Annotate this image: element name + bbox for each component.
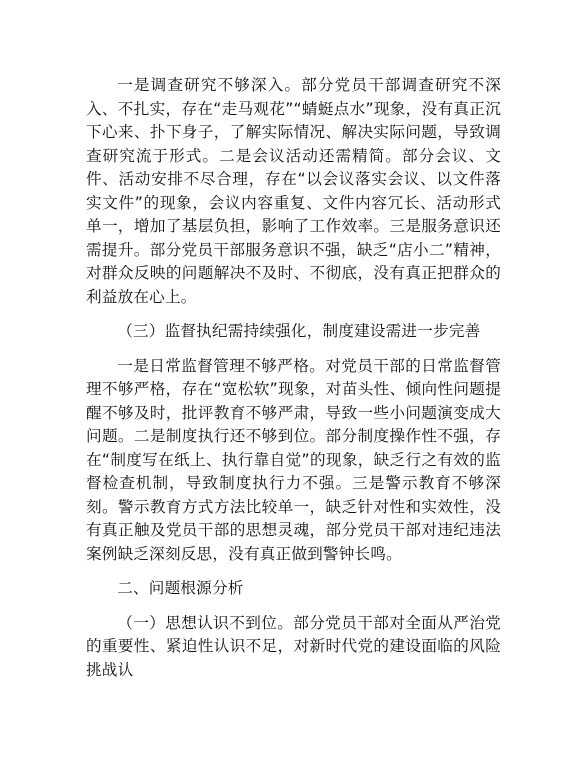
paragraph-ideological-awareness: （一）思想认识不到位。部分党员干部对全面从严治党的重要性、紧迫性认识不足，对新时代党的建设面临的风险挑战认 (86, 613, 501, 679)
paragraph-supervision-system-education: 一是日常监督管理不够严格。对党员干部的日常监督管理不够严格，存在“宽松软”现象，对苗头性、倾向性问题提醒不够及时，批评教育不够严肃，导致一些小问题演变成大问题。二是制度执行还不够到位。部分制度操作性不强，存在“制度写在纸上、执行靠自觉”的现象，缺乏行之有效的监督检查机制，导致制度执行力不强。三是警示教育不够深刻。警示教育方式方法比较单一，缺乏针对性和实效性，没有真正触及党员干部的思想灵魂，部分党员干部对违纪违法案例缺乏深刻反思，没有真正做到警钟长鸣。 (86, 356, 501, 563)
section-heading-supervision: （三）监督执纪需持续强化，制度建设需进一步完善 (117, 322, 481, 340)
section-heading-root-cause-analysis: 二、问题根源分析 (117, 579, 244, 597)
document-body (86, 74, 501, 682)
paragraph-research-meetings-service: 一是调查研究不够深入。部分党员干部调查研究不深入、不扎实，存在“走马观花”“蜻蜓点水”现象，没有真正沉下心来、扑下身子，了解实际情况、解决实际问题，导致调查研究流于形式。二是会议活动还需精简。部分会议、文件、活动安排不尽合理，存在“以会议落实会议、以文件落实文件”的现象，会议内容重复、文件内容冗长、活动形式单一，增加了基层负担，影响了工作效率。三是服务意识还需提升。部分党员干部服务意识不强，缺乏“店小二”精神，对群众反映的问题解决不及时、不彻底，没有真正把群众的利益放在心上。 (86, 76, 501, 306)
